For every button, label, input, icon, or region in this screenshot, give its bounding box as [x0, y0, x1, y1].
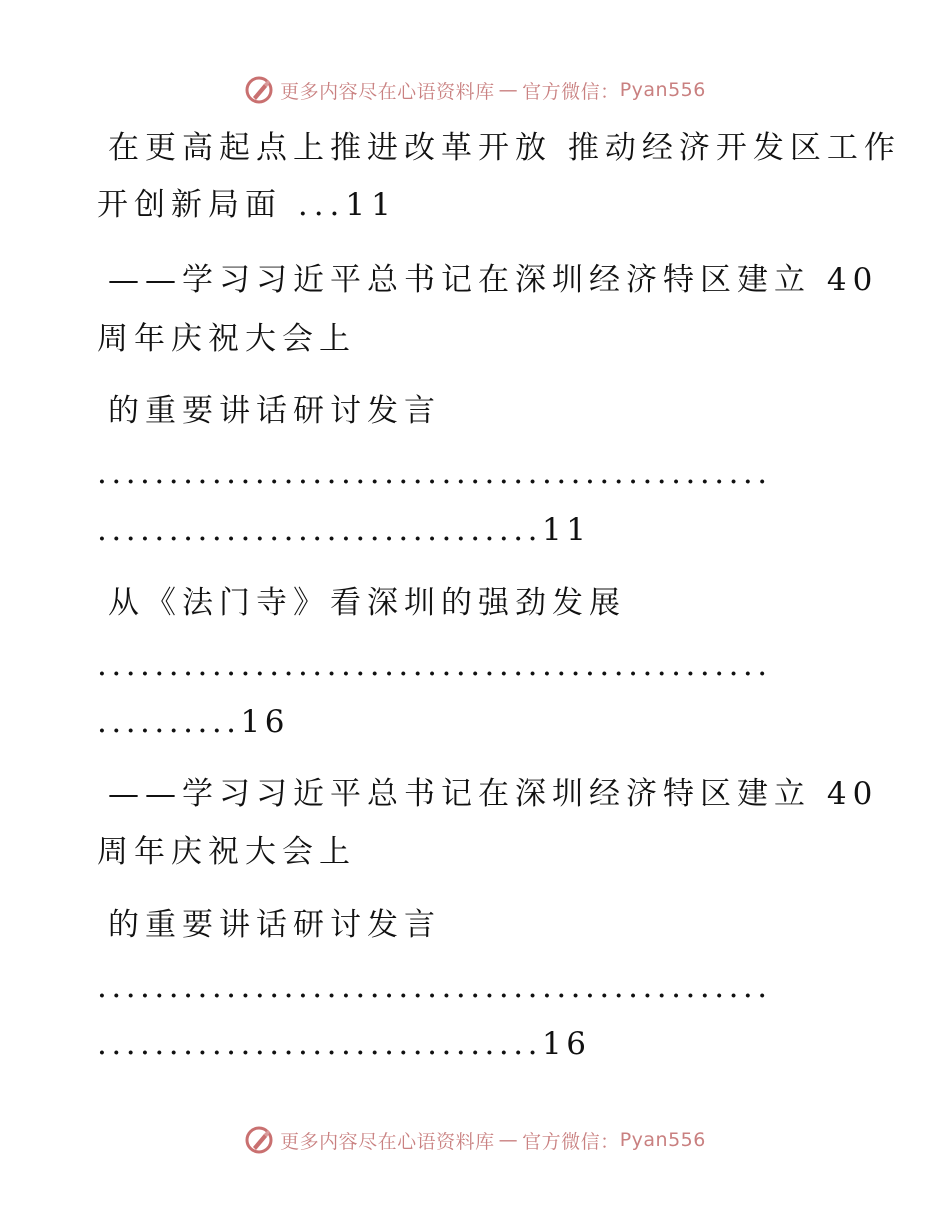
toc-page-number-row: ...............................11	[97, 512, 591, 548]
toc-page-number-row: ..........16	[97, 704, 289, 740]
toc-page-number-row: ...............................16	[97, 1026, 591, 1062]
toc-entry-5-line-1: ——学习习近平总书记在深圳经济特区建立 40	[108, 776, 879, 812]
toc-entry-4-line-1: 从《法门寺》看深圳的强劲发展	[108, 585, 626, 621]
toc-entry-3-line-1: 的重要讲话研讨发言	[108, 393, 441, 429]
toc-dot-leader: ...............................................	[97, 969, 772, 1005]
header-wechat-label: 官方微信：	[522, 80, 620, 103]
pen-logo-icon	[244, 1125, 274, 1155]
header-wechat-id: Pyan556	[619, 79, 706, 101]
toc-entry-6-line-1: 的重要讲话研讨发言	[108, 907, 441, 943]
toc-entry-2-line-2: 周年庆祝大会上	[97, 321, 356, 357]
pen-logo-icon	[244, 75, 274, 105]
header-dash: —	[498, 79, 519, 101]
toc-dot-leader: ...............................................	[97, 647, 772, 683]
header-banner	[0, 72, 950, 108]
footer-wechat-id: Pyan556	[619, 1129, 706, 1151]
footer-wechat-label: 官方微信：	[522, 1130, 620, 1153]
footer-banner	[0, 1122, 950, 1158]
toc-entry-5-line-2: 周年庆祝大会上	[97, 834, 356, 870]
footer-slogan: 更多内容尽在心语资料库	[280, 1130, 495, 1153]
header-slogan: 更多内容尽在心语资料库	[280, 80, 495, 103]
toc-entry-1-line-2: 开创新局面 ...11	[97, 187, 397, 223]
toc-dot-leader: ...............................................	[97, 455, 772, 491]
toc-entry-1-line-1: 在更高起点上推进改革开放 推动经济开发区工作	[108, 130, 901, 166]
toc-entry-2-line-1: ——学习习近平总书记在深圳经济特区建立 40	[108, 262, 879, 298]
footer-dash: —	[498, 1129, 519, 1151]
